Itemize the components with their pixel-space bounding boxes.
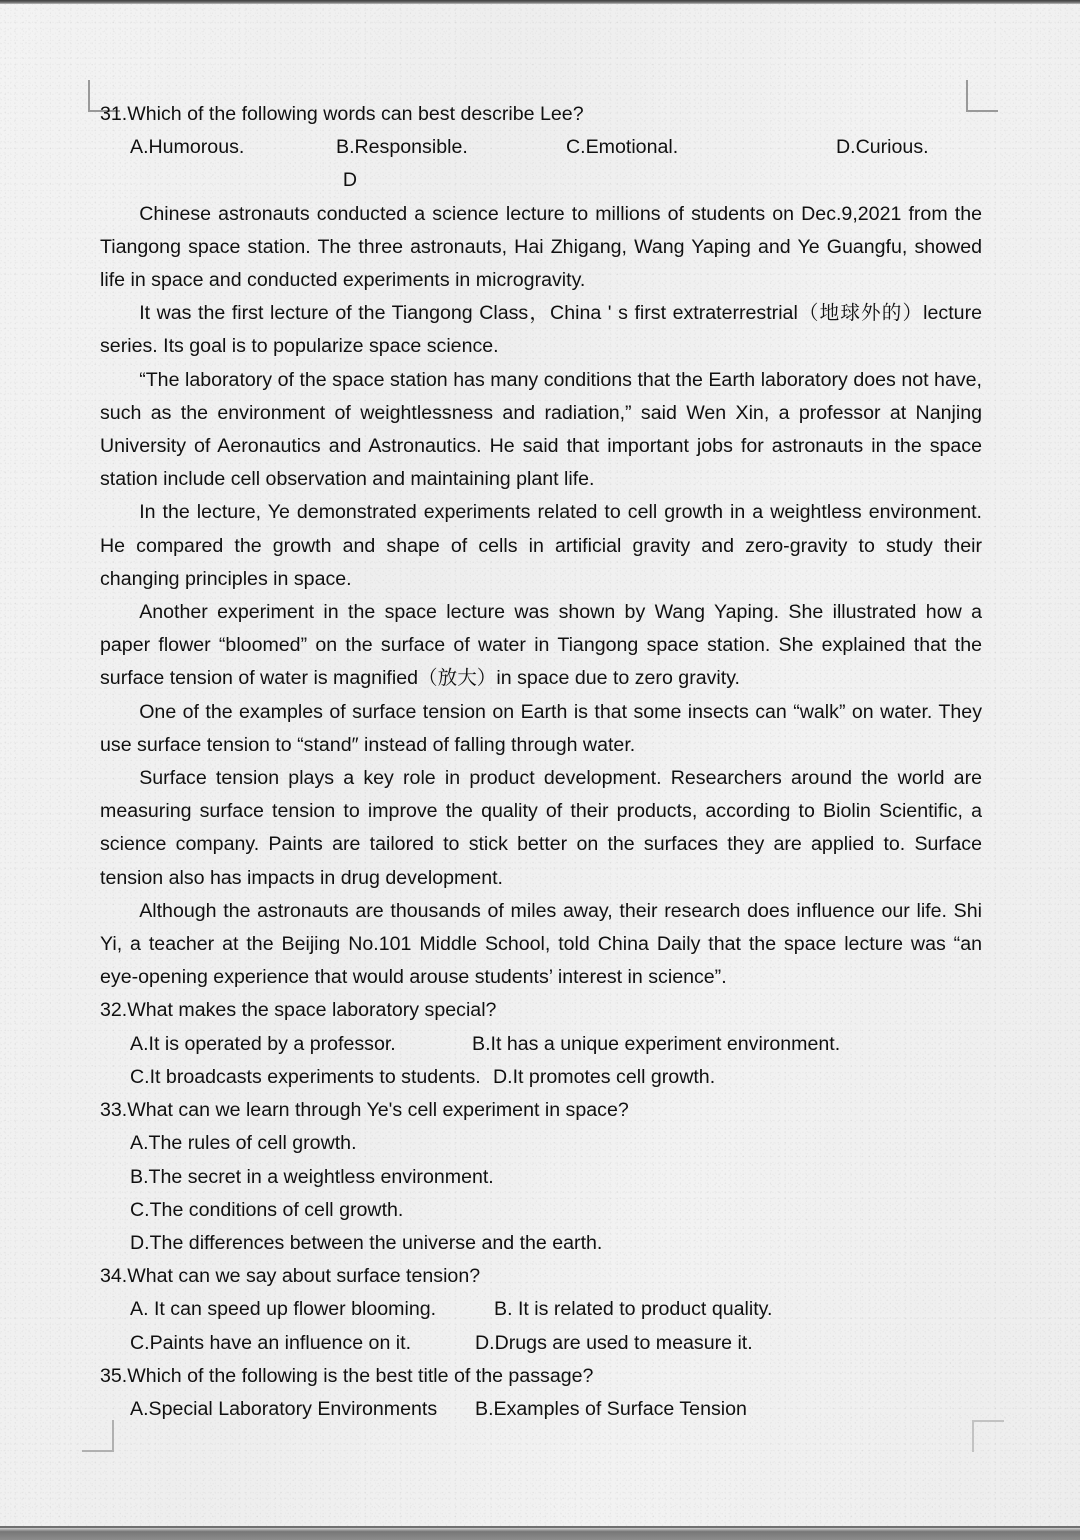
- passage-paragraph-7: Surface tension plays a key role in product development. Researchers around the world are measuring surface tension to improve the quality of their products, according to Biolin Scientific, a science company. Paints are tailored to stick better on the surfaces they are applied to. Surface tension also has impacts in drug development.: [100, 767, 982, 889]
- scan-edge-top: [0, 0, 1080, 4]
- passage-paragraph-6: One of the examples of surface tension on Earth is that some insects can “walk” on water. They use surface tension to “stand″ instead of falling through water.: [100, 700, 982, 756]
- question-31-option-a[interactable]: A.Humorous.: [130, 136, 245, 159]
- question-34-option-row-1: [100, 1293, 982, 1326]
- question-33-option-b[interactable]: B.The secret in a weightless environment.: [130, 1165, 494, 1188]
- question-31-stem: 31.Which of the following words can best describe Lee?: [100, 103, 584, 125]
- question-35-option-b[interactable]: B.Examples of Surface Tension: [475, 1397, 747, 1420]
- question-34-option-a[interactable]: A. It can speed up flower blooming.: [130, 1298, 437, 1321]
- question-33-option-c-row: [100, 1194, 982, 1227]
- passage-paragraph-8: Although the astronauts are thousands of miles away, their research does influence our life. Shi Yi, a teacher at the Beijing No.101 Middle School, told China Daily that the space lecture was “an eye-opening experience that would arouse students’ interest in science”.: [100, 899, 982, 989]
- question-31-option-d[interactable]: D.Curious.: [836, 136, 929, 159]
- question-34-option-row-2: [100, 1327, 982, 1360]
- question-32-option-b[interactable]: B.It has a unique experiment environment.: [472, 1032, 841, 1055]
- question-34-stem: 34.What can we say about surface tension?: [100, 1265, 481, 1288]
- question-33-option-a-row: [100, 1127, 982, 1160]
- question-31-answer-mark: D: [342, 169, 358, 192]
- scan-edge-bottom: [0, 1528, 1080, 1540]
- question-31-options: [100, 131, 982, 164]
- passage-paragraph-3: “The laboratory of the space station has many conditions that the Earth laboratory does not have, such as the environment of weightlessness and radiation,” said Wen Xin, a professor at Nanjing University of Aeronautics and Astronautics. He said that important jobs for astronauts in the space station include cell observation and maintaining plant life.: [100, 368, 982, 491]
- question-33-option-d[interactable]: D.The differences between the universe and the earth.: [130, 1231, 603, 1254]
- question-32-option-row-1: [100, 1028, 982, 1061]
- question-31-option-c[interactable]: C.Emotional.: [566, 136, 679, 159]
- question-34-option-c[interactable]: C.Paints have an influence on it.: [130, 1331, 412, 1354]
- question-33-option-d-row: [100, 1227, 982, 1260]
- question-32-option-d[interactable]: D.It promotes cell growth.: [493, 1065, 716, 1088]
- question-33-option-c[interactable]: C.The conditions of cell growth.: [130, 1198, 404, 1221]
- question-35-option-a[interactable]: A.Special Laboratory Environments: [130, 1397, 438, 1420]
- question-32-stem: 32.What makes the space laboratory special?: [100, 999, 497, 1022]
- passage-paragraph-1: Chinese astronauts conducted a science lecture to millions of students on Dec.9,2021 from the Tiangong space station. The three astronauts, Hai Zhigang, Wang Yaping and Ye Guangfu, showed life in space and conducted experiments in microgravity.: [100, 202, 982, 292]
- question-32-option-a[interactable]: A.It is operated by a professor.: [130, 1032, 396, 1055]
- question-35-stem: 35.Which of the following is the best title of the passage?: [100, 1364, 594, 1387]
- passage-paragraph-5: Another experiment in the space lecture was shown by Wang Yaping. She illustrated how a paper flower “bloomed” on the surface of water in Tiangong space station. She explained that the surface tension of water is magnified（放大）in space due to zero gravity.: [100, 601, 982, 690]
- passage-paragraph-2: It was the first lecture of the Tiangong Class，China ' s first extraterrestrial（地球外的）lecture series. Its goal is to popularize space science.: [100, 302, 982, 358]
- page-text-content: [100, 98, 982, 1426]
- question-33-option-b-row: [100, 1161, 982, 1194]
- question-33-option-a[interactable]: A.The rules of cell growth.: [130, 1132, 357, 1155]
- question-35-option-row-1: [100, 1393, 982, 1426]
- question-33-stem: 33.What can we learn through Ye's cell experiment in space?: [100, 1099, 629, 1122]
- passage-paragraph-4: In the lecture, Ye demonstrated experiments related to cell growth in a weightless environment. He compared the growth and shape of cells in artificial gravity and zero-gravity to study their changing principles in space.: [100, 501, 982, 590]
- question-32-option-row-2: [100, 1061, 982, 1094]
- question-34-option-d[interactable]: D.Drugs are used to measure it.: [475, 1331, 753, 1354]
- question-31-option-b[interactable]: B.Responsible.: [336, 136, 468, 159]
- question-32-option-c[interactable]: C.It broadcasts experiments to students.: [130, 1065, 481, 1088]
- question-34-option-b[interactable]: B. It is related to product quality.: [494, 1298, 773, 1321]
